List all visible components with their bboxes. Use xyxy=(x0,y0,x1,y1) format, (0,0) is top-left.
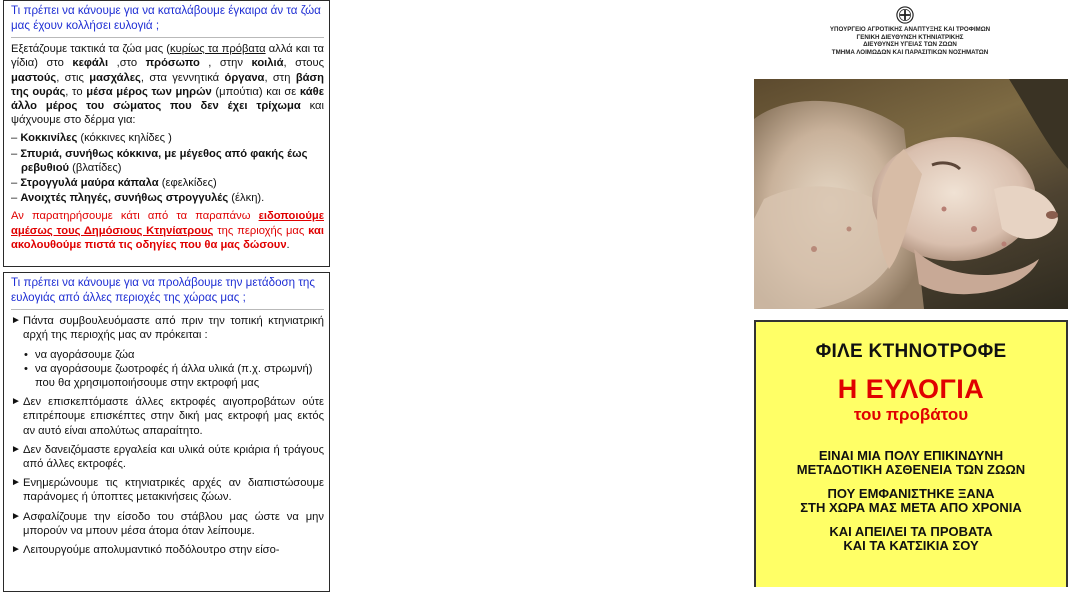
statement: ΕΙΝΑΙ ΜΙΑ ΠΟΛΥ ΕΠΙΚΙΝΔΥΝΗ ΜΕΤΑΔΟΤΙΚΗ ΑΣΘΕΝΕΙΑ ΤΩΝ ΖΩΩΝ xyxy=(796,448,1026,477)
prevention-item: ► Δεν επισκεπτόμαστε άλλες εκτροφές αιγοπροβάτων ούτε επιτρέπουμε επισκέπτες στην δική μας εκτροφή μας εκτός αν αυτό είναι απολύτως απαραίτητο. xyxy=(11,396,324,437)
prevention-item: ► Ασφαλίζουμε την είσοδο του στάβλου μας ώστε να μην μπορούν να μπουν μέσα άτομα όταν λείπουμε. xyxy=(11,510,324,537)
divider xyxy=(11,309,324,310)
ministry-line: ΤΜΗΜΑ ΛΟΙΜΩΔΩΝ ΚΑΙ ΠΑΡΑΣΙΤΙΚΩΝ ΝΟΣΗΜΑΤΩΝ xyxy=(831,48,989,56)
greeting: ΦΙΛΕ ΚΤΗΝΟΤΡΟΦΕ xyxy=(815,341,1007,362)
arrow-bullet-icon: ► xyxy=(11,315,21,327)
ministry-line: ΓΕΝΙΚΗ ΔΙΕΥΘΥΝΣΗ ΚΤΗΝΙΑΤΡΙΚΗΣ xyxy=(856,33,964,41)
arrow-bullet-icon: ► xyxy=(11,544,21,556)
prevention-title: Τι πρέπει να κάνουμε για να προλάβουμε την μετάδοση της ευλογιάς από άλλες περιοχές της χώρας μας ; xyxy=(11,276,315,304)
campaign-panel xyxy=(754,320,1068,587)
prevention-item: ► Δεν δανειζόμαστε εργαλεία και υλικά ούτε κριάρια ή τράγους από άλλες εκτροφές. xyxy=(11,443,324,471)
dot-bullet-icon: • xyxy=(24,348,28,361)
prevention-subitem: • να αγοράσουμε ζωοτροφές ή άλλα υλικά (π.χ. στρωμνή) που θα χρησιμοποιήσουμε στην εκτροφή μας xyxy=(24,362,313,389)
prevention-item: ► Πάντα συμβουλευόμαστε από πριν την τοπική κτηνιατρική αρχή της περιοχής μας αν πρόκειται : xyxy=(11,315,324,342)
greek-emblem-icon xyxy=(896,6,914,24)
ministry-header xyxy=(760,26,1060,56)
warning-text: Αν παρατηρήσουμε κάτι από τα παραπάνω ειδοποιούμε αμέσως τους Δημόσιους Κτηνίατρους της περιοχής μας και ακολουθούμε πιστά τις οδηγίες που θα μας δώσουν. xyxy=(11,210,325,251)
ministry-line: ΥΠΟΥΡΓΕΙΟ ΑΓΡΟΤΙΚΗΣ ΑΝΑΠΤΥΞΗΣ ΚΑΙ ΤΡΟΦΙΜΩΝ xyxy=(829,26,991,33)
sheep-illustration xyxy=(754,79,1068,309)
arrow-bullet-icon: ► xyxy=(11,477,21,489)
prevention-box xyxy=(3,272,330,592)
symptoms-title: Τι πρέπει να κάνουμε για να καταλάβουμε έγκαιρα άν τα ζώα μας έχουν κολλήσει ευλογιά ; xyxy=(11,4,321,32)
inspection-paragraph: Εξετάζουμε τακτικά τα ζώα μας (κυρίως τα πρόβατα αλλά και τα γίδια) στο κεφάλι ,στο πρόσωπο , στην κοιλιά, στους μαστούς, στις μασχάλες, στα γεννητικά όργανα, στη βάση της ουράς, το μέσα μέρος των μηρών (μπούτια) και σε κάθε άλλο μέρος του σώματος που δεν έχει τρίχωμα και ψάχνουμε στο δέρμα για: xyxy=(11,43,325,127)
sign-item: – Ανοιχτές πληγές, συνήθως στρογγυλές (έλκη). xyxy=(11,192,265,205)
symptoms-box xyxy=(3,0,330,267)
sign-item: – Στρογγυλά μαύρα κάπαλα (εφελκίδες) xyxy=(11,177,217,190)
sheep-photo xyxy=(754,79,1068,309)
prevention-item: ► Λειτουργούμε απολυμαντικό ποδόλουτρο στην είσο- xyxy=(11,544,280,557)
ministry-line: ΔΙΕΥΘΥΝΣΗ ΥΓΕΙΑΣ ΤΩΝ ΖΩΩΝ xyxy=(863,41,957,49)
divider xyxy=(11,37,324,38)
arrow-bullet-icon: ► xyxy=(11,443,21,455)
statement: ΠΟΥ ΕΜΦΑΝΙΣΤΗΚΕ ΞΑΝΑ ΣΤΗ ΧΩΡΑ ΜΑΣ ΜΕΤΑ ΑΠΟ ΧΡΟΝΙΑ xyxy=(800,486,1022,515)
sign-item: – Κοκκινίλες (κόκκινες κηλίδες ) xyxy=(11,132,172,145)
sign-item: – Σπυριά, συνήθως κόκκινα, με μέγεθος από φακής έως ρεβυθιού (βλατίδες) xyxy=(11,147,308,174)
arrow-bullet-icon: ► xyxy=(11,396,21,408)
prevention-subitem: • να αγοράσουμε ζώα xyxy=(24,348,135,361)
arrow-bullet-icon: ► xyxy=(11,510,21,522)
prevention-item: ► Ενημερώνουμε τις κτηνιατρικές αρχές αν διαπιστώσουμε παράνομες ή ύποπτες μετακινήσεις ζώων. xyxy=(11,477,324,504)
statement: ΚΑΙ ΑΠΕΙΛΕΙ ΤΑ ΠΡΟΒΑΤΑ ΚΑΙ ΤΑ ΚΑΤΣΙΚΙΑ ΣΟΥ xyxy=(829,524,993,553)
dot-bullet-icon: • xyxy=(24,362,28,375)
disease-subtitle: του προβάτου xyxy=(853,405,969,424)
disease-title: Η ΕΥΛΟΓΙΑ xyxy=(837,374,985,404)
